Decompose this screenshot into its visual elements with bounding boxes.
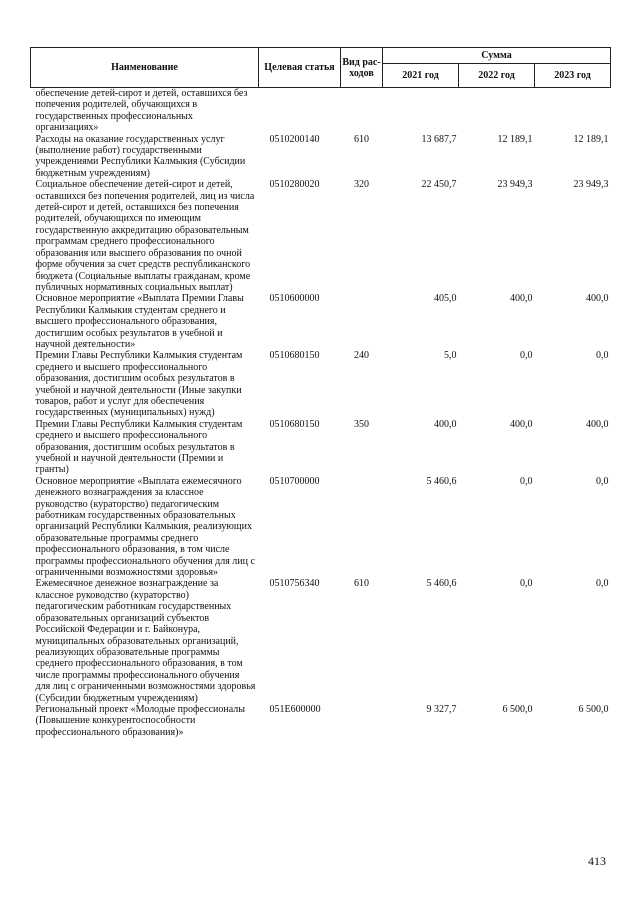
row-sum-2023: 400,0: [586, 293, 609, 305]
table-row: [31, 578, 611, 703]
row-name: Основное мероприятие «Выплата Премии Главы Республики Калмыкия студентам среднего и высшего профессионального образования, достигшим особых результатов в учебной и научной деятельности»: [35, 293, 244, 350]
row-expense-kind: 320: [354, 179, 369, 191]
row-target-article: 0510700000: [269, 475, 320, 487]
row-target-article: [259, 88, 341, 134]
row-target-article: 0510680150: [269, 350, 320, 362]
row-sum-2023: 6 500,0: [578, 703, 609, 715]
table-row: [31, 179, 611, 293]
table-row: [31, 704, 611, 738]
table-row: [31, 419, 611, 476]
header-year-2023: 2023 год: [535, 64, 611, 88]
row-sum-2022: 0,0: [520, 350, 533, 362]
row-name: обеспечение детей-сирот и детей, оставшихся без попечения родителей, обучающихся в государственных профессиональных организациях»: [35, 88, 248, 134]
header-expense-kind: Вид рас-ходов: [341, 48, 383, 88]
table-row: [31, 350, 611, 418]
row-sum-2022: 400,0: [510, 293, 533, 305]
table-row: [31, 476, 611, 579]
table-row: [31, 293, 611, 350]
header-year-2022: 2022 год: [459, 64, 535, 88]
row-target-article: 0510600000: [269, 293, 320, 305]
row-sum-2021: 5 460,6: [426, 578, 457, 590]
table-row: [31, 134, 611, 180]
row-target-article: 0510756340: [269, 578, 320, 590]
row-sum-2022: [459, 88, 535, 134]
row-sum-2021: 22 450,7: [421, 179, 457, 191]
table-row: [31, 88, 611, 134]
row-sum-2022: 6 500,0: [502, 703, 533, 715]
budget-table: [30, 47, 611, 738]
row-name: Основное мероприятие «Выплата ежемесячного денежного вознаграждения за классное руководство (кураторство) педагогическим работникам государственных образовательных организаций Республики Калмыкия, реализующих образовательные программы среднего профессионального образования, в том числе программы профессионального обучения для лиц с ограниченными возможностями здоровья»: [35, 475, 255, 579]
row-target-article: 0510280020: [269, 179, 320, 191]
row-sum-2022: 400,0: [510, 418, 533, 430]
row-sum-2023: 0,0: [596, 350, 609, 362]
row-name: Премии Главы Республики Калмыкия студентам среднего и высшего профессионального образования, достигшим особых результатов в учебной и научной деятельности (Премии и гранты): [35, 418, 243, 476]
row-sum-2021: 5 460,6: [426, 475, 457, 487]
row-expense-kind: 240: [354, 350, 369, 362]
row-expense-kind: [341, 704, 383, 738]
row-expense-kind: [341, 476, 383, 579]
header-name: Наименование: [31, 48, 259, 88]
row-target-article: 0510680150: [269, 418, 320, 430]
row-sum-2021: 405,0: [434, 293, 457, 305]
row-sum-2023: 400,0: [586, 418, 609, 430]
row-sum-2023: [535, 88, 611, 134]
row-sum-2023: 0,0: [596, 475, 609, 487]
row-sum-2021: [383, 88, 459, 134]
row-expense-kind: [341, 88, 383, 134]
table-header: [31, 48, 611, 88]
row-expense-kind: [341, 293, 383, 350]
row-name: Премии Главы Республики Калмыкия студентам среднего и высшего профессионального образования, достигшим особых результатов в учебной и научной деятельности (Иные закупки товаров, работ и услуг для обеспечения государственных (муниципальных) нужд): [35, 350, 243, 419]
row-expense-kind: 350: [354, 418, 369, 430]
row-name: Социальное обеспечение детей-сирот и детей, оставшихся без попечения родителей, лиц из числа детей-сирот и детей, оставшихся без попечения родителей, обучающихся по имеющим государственную аккредитацию образовательным программам среднего профессионального образования или высшего образования по очной форме обучения за счет средств республиканского бюджета (Социальные выплаты гражданам, кроме публичных нормативных социальных выплат): [35, 179, 255, 293]
row-sum-2021: 13 687,7: [421, 133, 457, 145]
row-sum-2021: 9 327,7: [426, 703, 457, 715]
row-target-article: 0510200140: [269, 133, 320, 145]
row-target-article: 051E600000: [269, 703, 321, 715]
row-sum-2022: 23 949,3: [497, 179, 533, 191]
row-expense-kind: 610: [354, 133, 369, 145]
row-expense-kind: 610: [354, 578, 369, 590]
row-sum-2022: 12 189,1: [497, 133, 533, 145]
row-name: Ежемесячное денежное вознаграждение за классное руководство (кураторство) педагогическим работникам государственных образовательных организаций субъектов Российской Федерации и г. Байконура, муниципальных образовательных организаций, реализующих образовательные программы среднего профессионального образования, в том числе программы профессионального обучения для лиц с ограниченными возможностями здоровья (Субсидии бюджетным учреждениям): [35, 578, 256, 704]
row-name: Расходы на оказание государственных услуг (выполнение работ) государственными учреждениями Республики Калмыкия (Субсидии бюджетным учреждениям): [35, 133, 246, 179]
row-sum-2023: 23 949,3: [573, 179, 609, 191]
row-sum-2021: 400,0: [434, 418, 457, 430]
row-sum-2022: 0,0: [520, 578, 533, 590]
row-sum-2022: 0,0: [520, 475, 533, 487]
page-number: 413: [588, 854, 606, 868]
header-year-2021: 2021 год: [383, 64, 459, 88]
row-sum-2021: 5,0: [444, 350, 457, 362]
header-target-article: Целевая статья: [259, 48, 341, 88]
header-sum: Сумма: [383, 48, 611, 64]
row-sum-2023: 12 189,1: [573, 133, 609, 145]
row-sum-2023: 0,0: [596, 578, 609, 590]
row-name: Региональный проект «Молодые профессионалы (Повышение конкурентоспособности профессионального образования)»: [35, 703, 245, 738]
table-body: [31, 88, 611, 739]
